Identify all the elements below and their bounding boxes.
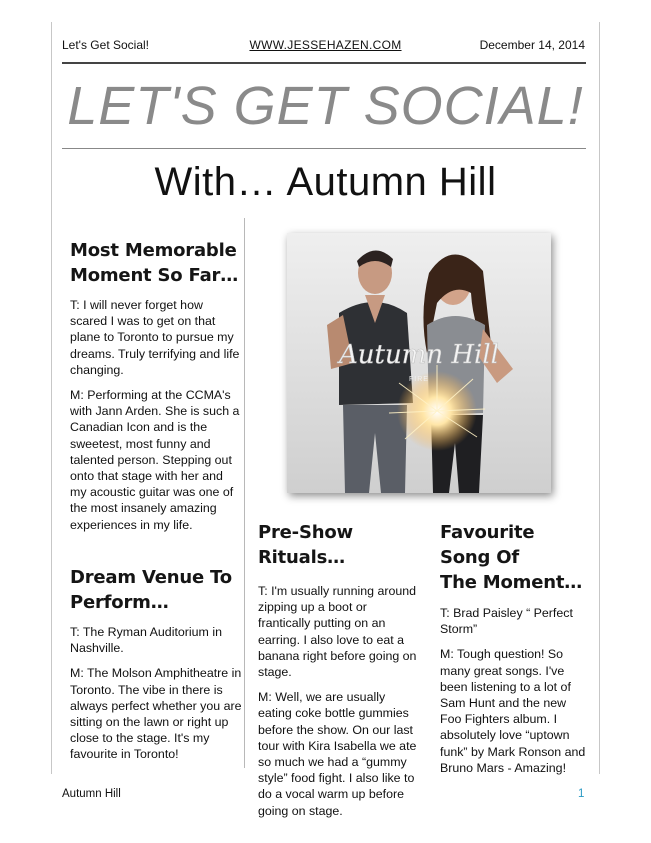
column-divider [244,218,245,768]
paragraph: M: Performing at the CCMA's with Jann Arden. She is such a Canadian Icon and is the sweetest, most funny and talented person. Stepping out onto that stage with her and my acoustic guitar was one of the most insanely amazing experiences in my life. [70,388,240,532]
header-rule [62,62,586,64]
section-title: Most Memorable Moment So Far… [70,240,238,286]
header-date: December 14, 2014 [479,38,585,52]
section-memorable [70,238,242,542]
page-number: 1 [578,788,585,800]
paragraph: T: The Ryman Auditorium in Nashville. [70,625,222,656]
paragraph: T: Brad Paisley “ Perfect Storm” [440,606,573,637]
banner-title: LET'S GET SOCIAL! [67,76,584,136]
section-title: Favourite Song Of The Moment… [440,522,583,593]
album-cover-illustration [287,233,551,493]
section-body [70,624,242,763]
footer-left-text: Autumn Hill [62,788,121,800]
paragraph: M: The Molson Amphitheatre in Toronto. The vibe in there is always perfect whether you are sitting on the lawn or right up close to the stage. It's my favourite in Toronto! [70,666,242,762]
paragraph: T: I'm usually running around zipping up a boot or frantically putting on an earring. I also love to eat a banana right before going on stage. [258,584,417,680]
paragraph: M: Well, we are usually eating coke bottle gummies before the show. On our last tour with Kira Isabella we ate so much we had a “gummy style” food fight. I also like to do a vocal warm up before going on stage. [258,690,417,818]
section-rituals [258,520,420,828]
subtitle: With… Autumn Hill [154,160,497,204]
section-body [440,605,588,776]
paragraph: M: Tough question! So many great songs. I've been listening to a lot of Sam Hunt and the new Foo Fighters album. I absolutely love “uptown funk” by Mark Ronson and Bruno Mars - Amazing! [440,647,586,775]
banner-rule [62,148,586,149]
paragraph: T: I will never forget how scared I was to get on that plane to Toronto to pursue my dreams. Truly terrifying and life changing. [70,298,240,377]
section-title: Dream Venue To Perform… [70,567,232,613]
header-website-link[interactable]: WWW.JESSEHAZEN.COM [249,38,402,52]
album-label-text: FIRE [409,376,429,383]
section-venue [70,565,242,772]
section-body [258,583,420,819]
header-left-text: Let's Get Social! [62,38,149,52]
section-favourite-song [440,520,588,785]
section-body [70,297,242,533]
section-title: Pre-Show Rituals… [258,522,353,568]
band-logo-text: Autumn Hill [339,340,499,370]
album-cover-photo [287,233,551,493]
